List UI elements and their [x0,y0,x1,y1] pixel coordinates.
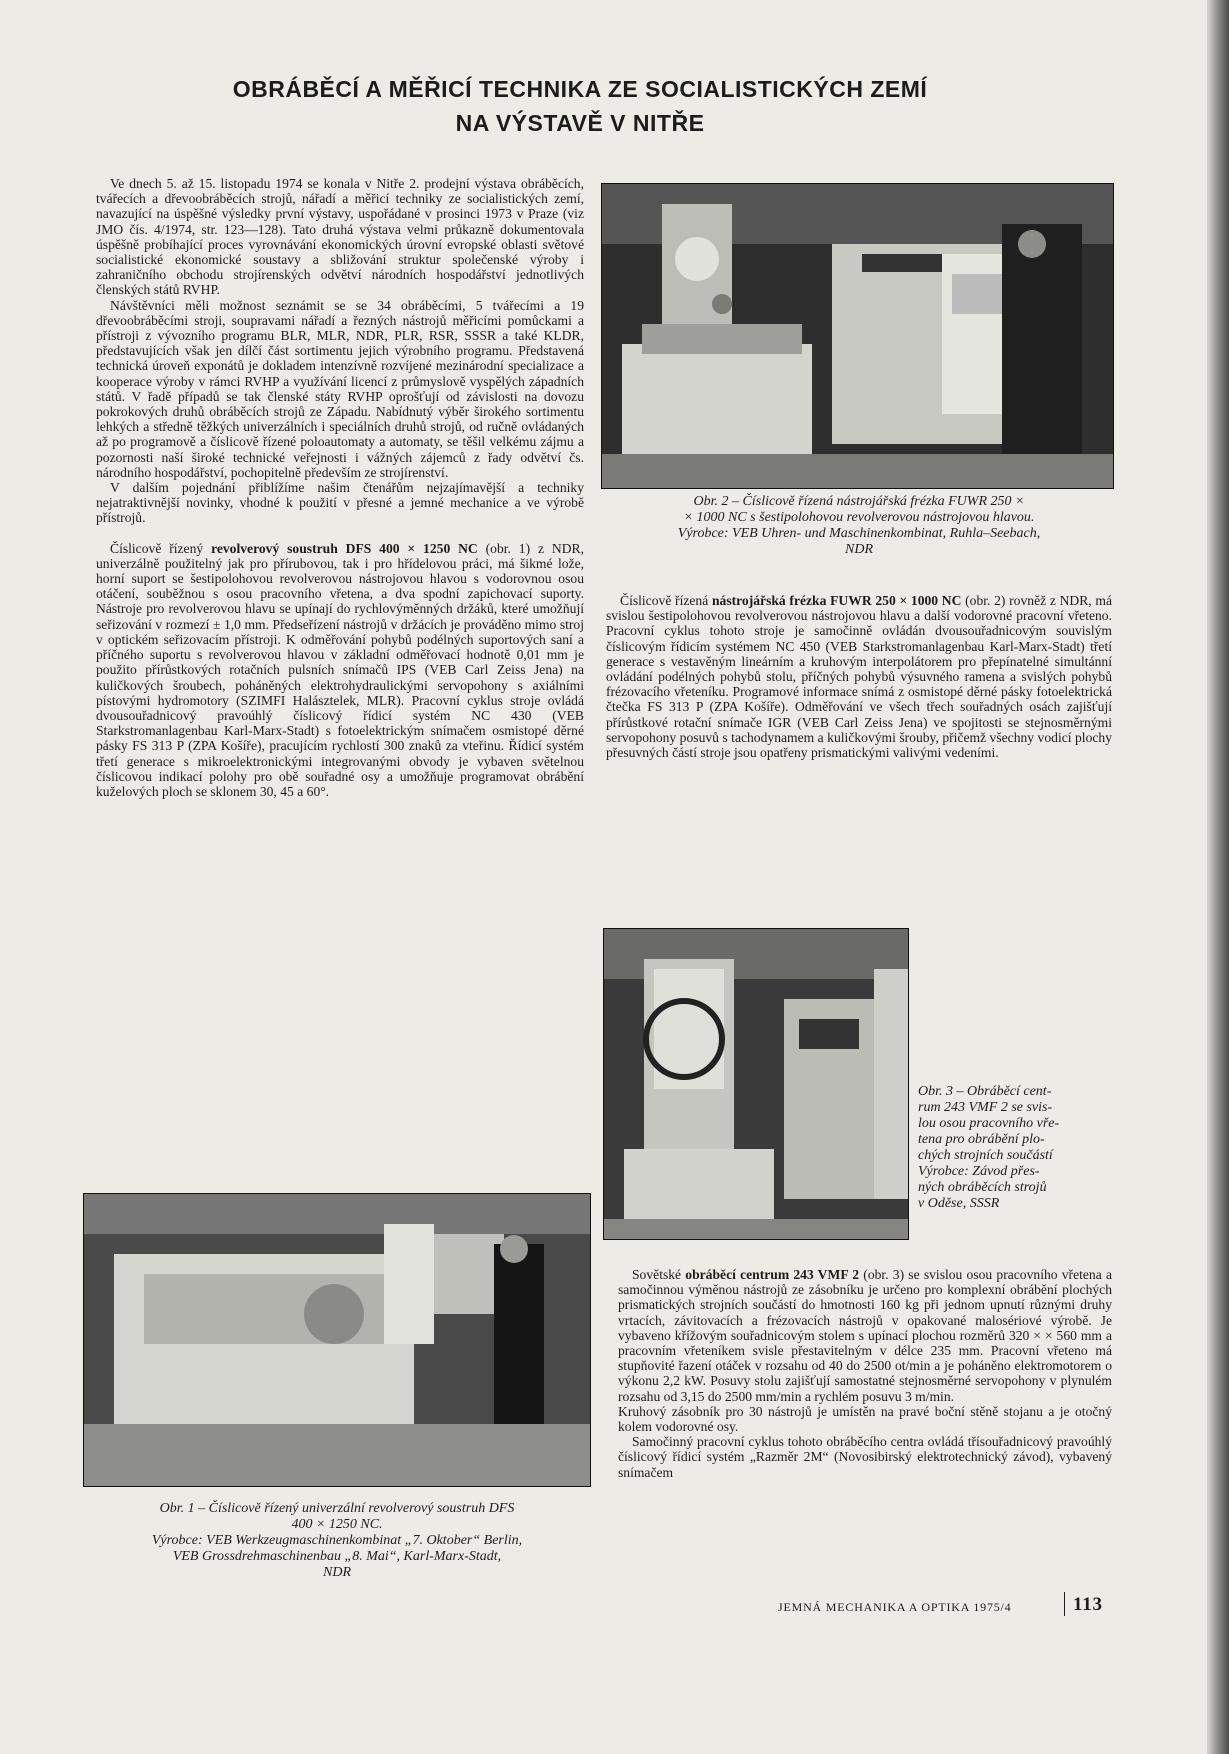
caption-fig-3-line: Obr. 3 – Obráběcí cent- [918,1084,1052,1099]
lathe-name: revolverový soustruh DFS 400 × 1250 NC [211,540,478,556]
lathe-paragraph [96,541,584,799]
caption-fig-2-line: Obr. 2 – Číslicově řízená nástrojářská frézka FUWR 250 × [693,494,1025,509]
caption-fig-2-line: NDR [845,542,873,557]
caption-fig-1-line: VEB Grossdrehmaschinenbau „8. Mai“, Karl-Marx-Stadt, [172,1549,502,1564]
caption-fig-1 [84,1501,590,1581]
lathe-lead: Číslicově řízený [110,540,212,556]
turret-lathe-illustration [84,1194,590,1486]
caption-fig-3-line: ných obráběcích strojů [918,1180,1047,1195]
milling-paragraph [606,593,1112,760]
outline-paragraph: V dalším pojednání přiblížíme našim čtenářům nejzajímavější a techniky nejatraktivnější novinky, vhodné k použití v přesné a jemné mechanice a ve výrobě přístrojů. [96,480,584,526]
footer-divider [1064,1592,1065,1616]
control-system-paragraph: Samočinný pracovní cyklus tohoto obráběcího centra ovládá třísouřadnicový pravoúhlý číslicový řídicí systém „Razměr 2M“ (Novosibirský elektrotechnický závod), vybavený snímačem [618,1434,1112,1480]
milling-machine-illustration [602,184,1113,488]
tool-magazine-paragraph: Kruhový zásobník pro 30 nástrojů je umístěn na pravé boční stěně stojanu a je otočný kolem vodorovné osy. [618,1403,1112,1435]
journal-name: JEMNÁ MECHANIKA A OPTIKA 1975/4 [778,1600,1012,1614]
machining-text: (obr. 3) se svislou osou pracovního vřetena a samočinnou výměnou nástrojů ze zásobníku je určeno pro komplexní obrábění plochých prismatických strojních součástí do hmotnosti 160 kg při jednom upnutí různými druhy vrtacích, závitovacích a frézovacích nástrojů v opakované malosériové výrobě. Je vybaveno křížovým souřadnicovým stolem s upínací plochou rozměrů 320 × × 560 mm a pracovním vřeteníkem svisle přestavitelným v délce 235 mm. Pracovní vřeteno má stupňovité řazení otáček v rozsahu od 40 do 2500 ot/min a je poháněno elektromotorem o výkonu 2,2 kW. Posuvy stolu zajišťují samostatné stejnosměrné servopohony v plynulém rozsahu od 3,15 do 2500 mm/min a rychlém posuvu 3 m/min. [618,1267,1112,1404]
exhibits-paragraph: Návštěvníci měli možnost seznámit se se 34 obráběcími, 5 tvářecími a 19 dřevoobráběcími stroji, soupravami nářadí a řezných nástrojů měřicími pomůckami a přístroji z vývozního programu BLR, MLR, NDR, PLR, RSR, SSSR a také KLDR, představujících však jen dílčí část sortimentu jejich výrobního programu. Představená technická úroveň exponátů je dokladem intenzívně rozvíjené mezinárodní specializace a kooperace výroby v rámci RVHP a využívání licencí z průmyslově vyspělých západních států. V řadě případů se tak členské státy RVHP oprošťují od závislosti na dovozu pokrokových druhů obráběcích strojů ze Západu. Nabídnutý výběr širokého sortimentu lehkých a středně těžkých univerzálních i speciálních druhů strojů, od ručně ovládaných až po programově a číslicově řízené poloautomaty a automaty, se těšil velkému zájmu a pozornosti naší široké technické veřejnosti i vážných zájemců z řady odvětví čs. národního hospodářství, pochopitelně především ze strojírenství. [96,297,584,480]
milling-lead: Číslicově řízená [620,593,712,608]
caption-fig-2 [606,494,1112,558]
milling-machine-text [606,593,1112,760]
machining-lead: Sovětské [632,1267,686,1282]
caption-fig-2-line: × 1000 NC s šestipolohovou revolverovou nástrojovou hlavou. [683,510,1035,525]
machining-center-paragraph [618,1267,1112,1404]
article-title [120,72,1040,140]
left-column [96,176,584,799]
caption-fig-3-line: Výrobce: Závod přes- [918,1164,1040,1179]
caption-fig-3-line: rum 243 VMF 2 se svis- [918,1100,1053,1115]
caption-fig-1-line: 400 × 1250 NC. [291,1517,383,1532]
title-line-2: NA VÝSTAVĚ V NITŘE [455,110,705,136]
caption-fig-3-line: v Oděse, SSSR [918,1196,1000,1211]
machining-center-text [618,1267,1112,1480]
intro-paragraph: Ve dnech 5. až 15. listopadu 1974 se konala v Nitře 2. prodejní výstava obráběcích, tvářecích a dřevoobráběcích strojů, nářadí a měřicí techniky ze socialistických zemí, navazující na úspěšné výsledky první výstavy, uspořádané v prosinci 1973 v Praze (viz JMO čís. 4/1974, str. 123—128). Tato druhá výstava velmi průkazně dokumentovala úspěšně probíhající proces vyrovnávání ekonomických úrovní evropské oblasti světové socialistické ekonomické soustavy a sbližování struktur společenské výroby i zahraničního obchodu strojírenských odvětví národních hospodářství jednotlivých členských států RVHP. [96,176,584,298]
caption-fig-1-line: Výrobce: VEB Werkzeugmaschinenkombinat „7. Oktober“ Berlin, [151,1533,523,1548]
milling-text: (obr. 2) rovněž z NDR, má svislou šestipolohovou revolverovou nástrojovou hlavu a další vodorovné pracovní vřeteno. Pracovní cyklus tohoto stroje je samočinně ovládán dvousouřadnicovým souvislým číslicovým řídicím systémem NC 450 (VEB Starkstromanlagenbau Karl-Marx-Stadt) třetí generace s vestavěným lineárním a kruhovým interpolátorem pro přepínatelné simultánní ovládání podélných pohybů stolu, příčných pohybů výsuvného ramena a svislých pohybů frézovacího vřeteníku. Programové informace snímá z osmistopé děrné pásky fotoelektrická čtečka FS 313 P (ZPA Košíře). Odměřování ve všech třech souřadných osách zajišťují přírůstkové rotační snímače IGR (VEB Carl Zeiss Jena) ve spojitosti se stejnosměrnými servopohony posuvů s tachodynamem a kuličkovými šrouby, přičemž všechny vodicí plochy přesuvných částí stroje jsou opatřeny prismatickými valivými vedeními. [606,593,1112,761]
page-footer [778,1592,1114,1618]
machining-center-illustration [604,929,908,1239]
caption-fig-1-line: Obr. 1 – Číslicově řízený univerzální revolverový soustruh DFS [159,1501,515,1516]
photo-turret-lathe [83,1193,591,1487]
caption-fig-3-line: chých strojních součástí [918,1148,1053,1163]
page-number: 113 [1073,1594,1103,1615]
photo-milling-machine [601,183,1114,489]
caption-fig-3-line: tena pro obrábění plo- [918,1132,1045,1147]
caption-fig-3-line: lou osou pracovního vře- [918,1116,1060,1131]
lathe-text: (obr. 1) z NDR, univerzálně použitelný jak pro přírubovou, tak i pro hřídelovou práci, má šikmé lože, horní suport se šestipolohovou revolverovou nástrojovou hlavou s vodorovnou osou otáčení, souběžnou s osou pracovního vřetena, a dva spodní zapichovací suporty. Nástroje pro revolverovou hlavu se upínají do rychlovýměnných držáků, které umožňují seřizování v rozmezí ± 1,0 mm. Předseřízení nástrojů v držácích je prováděno mimo stroj v optickém seřizovacím přístroji. K odměřování pohybů podélných suportových saní a příčného suportu s revolverovou hlavou v základní odměřovací hodnotě 0,01 mm je použito přírůstkových rotačních pulsních snímačů IPS (VEB Carl Zeiss Jena) na kuličkových šroubech, poháněných elektrohydraulickými servopohony s axiálními pístovými hydromotory (SZIMFI Halásztelek, MLR). Pracovní cyklus stroje ovládá dvousouřadnicový pravoúhlý číslicový řídicí systém NC 430 (VEB Starkstromanlagenbau Karl-Marx-Stadt) s fotoelektrickým snímačem osmistopé děrné pásky FS 313 P (ZPA Košíře), pracujícím rychlostí 300 znaků za vteřinu. Řídicí systém třetí generace s mikroelektronickými integrovanými obvody je vybaven světelnou číslicovou indikací polohy pro obě souřadné osy a umožňuje programovat obrábění kuželových ploch se sklonem 30, 45 a 60°. [96,540,584,799]
caption-fig-2-line: Výrobce: VEB Uhren- und Maschinenkombinat, Ruhla–Seebach, [677,526,1041,541]
title-line-1: OBRÁBĚCÍ A MĚŘICÍ TECHNIKA ZE SOCIALISTICKÝCH ZEMÍ [232,76,928,102]
machining-name: obráběcí centrum 243 VMF 2 [685,1267,860,1282]
caption-fig-1-line: NDR [323,1565,351,1580]
milling-name: nástrojářská frézka FUWR 250 × 1000 NC [711,593,962,608]
photo-machining-center [603,928,909,1240]
page-edge-shadow [1207,0,1229,1754]
caption-fig-3 [918,1084,1110,1212]
